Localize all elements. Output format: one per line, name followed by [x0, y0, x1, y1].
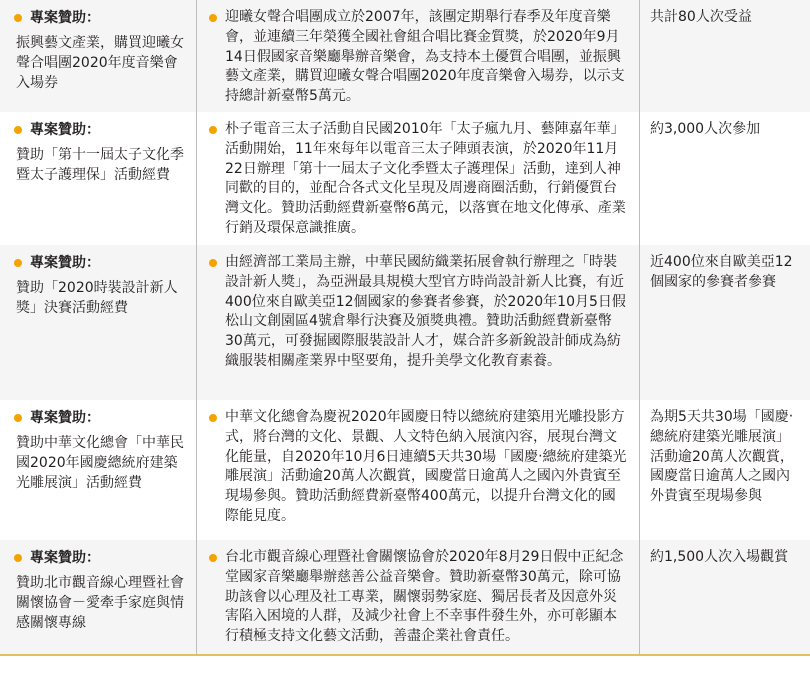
project-heading: 專案贊助： — [14, 408, 186, 428]
description-cell — [197, 0, 640, 112]
project-description: 迎曦女聲合唱團成立於2007年，該團定期舉行春季及年度音樂會，並連續三年榮獲全國社會組合唱比賽金質獎，於2020年9月14日假國家音樂廳舉辦音樂會，為支持本土優質合唱團，並振興藝文產業，購買迎曦女聲合唱團2020年度音樂會入場券，以示支持總計新臺幣5萬元。 — [225, 9, 625, 105]
beneficiaries-cell — [640, 112, 810, 245]
beneficiaries-text: 約1,500人次入場觀賞 — [650, 549, 789, 565]
description-cell — [197, 112, 640, 245]
project-description: 台北市觀音線心理暨社會關懷協會於2020年8月29日假中正紀念堂國家音樂廳舉辦慈善公益音樂會。贊助新臺幣30萬元，除可協助該會以心理及社工專業，關懷弱勢家庭、獨居長者及因意外災害陷入困境的人群，及減少社會上不幸事件發生外，亦可彰顯本行積極支持文化藝文活動，善盡企業社會責任。 — [225, 549, 624, 645]
bullet-icon — [14, 126, 22, 134]
project-title: 贊助中華文化總會「中華民國2020年國慶總統府建築光雕展演」活動經費 — [16, 435, 184, 491]
project-cell — [0, 400, 197, 540]
beneficiaries-text: 近400位來自歐美亞12個國家的參賽者參賽 — [650, 254, 793, 290]
bullet-icon — [209, 414, 217, 422]
project-title: 贊助「2020時裝設計新人獎」決賽活動經費 — [16, 280, 178, 316]
project-description: 朴子電音三太子活動自民國2010年「太子瘋九月、藝陣嘉年華」活動開始，11年來每年以電音三太子陣頭表演，於2020年11月22日辦理「第十一屆太子文化季暨太子護理保」活動，達到人神同歡的目的，並配合各式文化呈現及周邊商圈活動，行銷優質台灣文化。贊助活動經費新臺幣6萬元，以落實在地文化傳承、產業行銷及環保意識推廣。 — [225, 121, 626, 236]
project-cell — [0, 0, 197, 112]
project-cell — [0, 540, 197, 654]
beneficiaries-text: 為期5天共30場「國慶‧總統府建築光雕展演」活動逾20萬人次觀賞，國慶當日逾萬人之國內外貴賓至現場參與 — [650, 409, 794, 505]
bullet-icon — [14, 14, 22, 22]
project-heading: 專案贊助： — [14, 253, 186, 273]
project-cell — [0, 112, 197, 245]
project-title: 贊助「第十一屆太子文化季暨太子護理保」活動經費 — [16, 147, 184, 183]
table-row — [0, 0, 810, 112]
bullet-icon — [14, 259, 22, 267]
bullet-icon — [209, 14, 217, 22]
bullet-icon — [14, 414, 22, 422]
project-title: 振興藝文產業，購買迎曦女聲合唱團2020年度音樂會入場券 — [16, 35, 184, 91]
beneficiaries-text: 約3,000人次參加 — [650, 121, 761, 137]
table-row — [0, 112, 810, 245]
project-description: 中華文化總會為慶祝2020年國慶日特以總統府建築用光雕投影方式，將台灣的文化、景觀、人文特色納入展演內容，展現台灣文化能量，自2020年10月6日連續5天共30場「國慶‧總統府建築光雕展演」活動逾20萬人次觀賞，國慶當日逾萬人之國內外貴賓至現場參與。贊助活動經費新臺幣400萬元，以提升台灣文化的國際能見度。 — [225, 409, 627, 524]
bullet-icon — [209, 126, 217, 134]
bullet-icon — [209, 554, 217, 562]
beneficiaries-cell — [640, 400, 810, 540]
project-description: 由經濟部工業局主辦，中華民國紡織業拓展會執行辦理之「時裝設計新人獎」，為亞洲最具規模大型官方時尚設計新人比賽，有近400位來自歐美亞12個國家的參賽者參賽，於2020年10月5日假松山文創園區4號倉舉行決賽及頒獎典禮。贊助活動經費新臺幣30萬元，可發掘國際服裝設計人才，媒合許多新銳設計師成為紡織服裝相關產業界中堅要角，提升美學文化教育素養。 — [225, 254, 626, 369]
bullet-icon — [14, 554, 22, 562]
description-cell — [197, 245, 640, 400]
beneficiaries-cell — [640, 540, 810, 654]
project-cell — [0, 245, 197, 400]
description-cell — [197, 540, 640, 654]
project-heading: 專案贊助： — [14, 120, 186, 140]
table-row — [0, 400, 810, 540]
table-row — [0, 245, 810, 400]
beneficiaries-cell — [640, 0, 810, 112]
table-bottom-rule — [0, 654, 810, 656]
table-row — [0, 540, 810, 654]
beneficiaries-text: 共計80人次受益 — [650, 9, 752, 25]
project-heading: 專案贊助： — [14, 8, 186, 28]
bullet-icon — [209, 259, 217, 267]
description-cell — [197, 400, 640, 540]
project-heading: 專案贊助： — [14, 548, 186, 568]
project-title: 贊助北市觀音線心理暨社會關懷協會－愛牽手家庭與情感關懷專線 — [16, 575, 184, 631]
beneficiaries-cell — [640, 245, 810, 400]
